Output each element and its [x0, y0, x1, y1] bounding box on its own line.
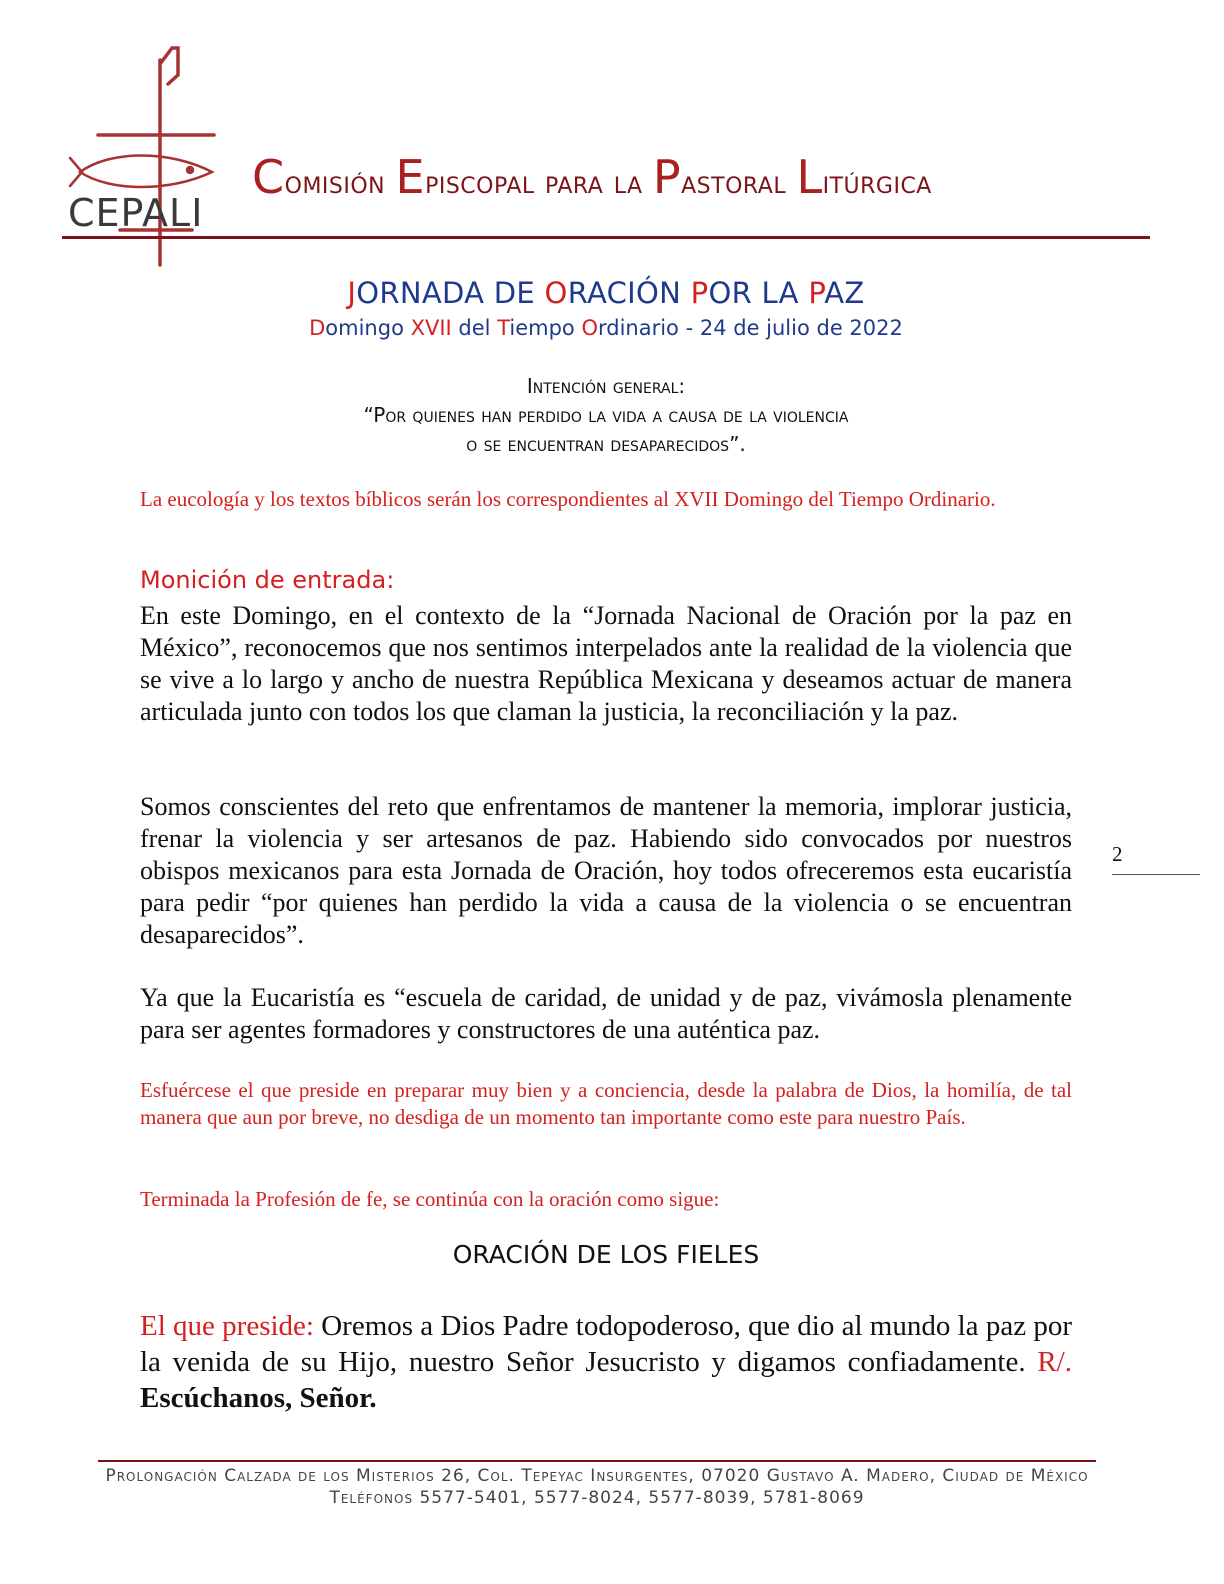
domingo-initial: O	[581, 316, 598, 340]
page-number: 2	[1112, 842, 1123, 866]
jornada-heading	[140, 276, 1072, 310]
domingo-initial: T	[497, 316, 510, 340]
oracion-title: ORACIÓN DE LOS FIELES	[452, 1240, 760, 1269]
title-rest-4: itúrgica	[822, 165, 932, 201]
jornada-part: OR LA	[708, 276, 809, 310]
response-text: Escúchanos, Señor.	[140, 1382, 377, 1414]
title-rest-1: omisión	[284, 165, 396, 201]
page-number-rule	[1112, 874, 1200, 875]
intencion-line-2: o se encuentran desaparecidos”.	[466, 432, 746, 456]
preside-text: Oremos a Dios Padre todopoderoso, que dio al mundo la paz por la venida de su Hijo, nuestro Señor Jesucristo y digamos confiadamente.	[140, 1310, 1072, 1378]
footer-phones: Teléfonos 5577-5401, 5577-8024, 5577-8039, 5781-8069	[329, 1488, 865, 1508]
jornada-initial: P	[690, 276, 709, 310]
monicion-paragraph-1: En este Domingo, en el contexto de la “Jornada Nacional de Oración por la paz en México”, reconocemos que nos sentimos interpelados ante la realidad de la violencia que se vive a lo largo y ancho de nuestra República Mexicana y deseamos actuar de manera articulada junto con todos los que claman la justicia, la reconciliación y la paz.	[140, 601, 1072, 726]
monicion-paragraph-3: Ya que la Eucaristía es “escuela de caridad, de unidad y de paz, vivámosla plenamente para ser agentes formadores y constructores de una auténtica paz.	[140, 983, 1072, 1044]
title-cap-2: E	[395, 150, 426, 204]
title-cap-3: P	[652, 150, 682, 204]
profesion-note: Terminada la Profesión de fe, se continúa con la oración como sigue:	[140, 1187, 720, 1211]
homilia-note: Esfuércese el que preside en preparar muy bien y a conciencia, desde la palabra de Dios, la homilía, de tal manera que aun por breve, no desdiga de un momento tan importante como este para nuestro País.	[140, 1078, 1072, 1129]
monicion-heading: Monición de entrada:	[140, 566, 395, 594]
jornada-initial: J	[347, 276, 357, 310]
title-rest-3: astoral	[681, 165, 797, 201]
preside-paragraph	[140, 1308, 1072, 1416]
intencion-line-1: “Por quienes han perdido la vida a causa de la violencia	[363, 403, 849, 427]
domingo-initial: XVII	[410, 316, 452, 340]
jornada-part: RACIÓN	[567, 276, 691, 310]
header-divider	[62, 236, 1150, 239]
jornada-initial: O	[544, 276, 568, 310]
monicion-paragraph-2: Somos conscientes del reto que enfrentamos de mantener la memoria, implorar justicia, frenar la violencia y ser artesanos de paz. Habiendo sido convocados por nuestros obispos mexicanos para esta Jornada de Oración, hoy todos ofreceremos esta eucaristía para pedir “por quienes han perdido la vida a causa de la violencia o se encuentran desaparecidos”.	[140, 792, 1072, 949]
footer-address: Prolongación Calzada de los Misterios 26, Col. Tepeyac Insurgentes, 07020 Gustavo A. Madero, Ciudad de México	[105, 1466, 1089, 1486]
header-title	[252, 150, 1152, 204]
title-cap-4: L	[796, 150, 823, 204]
intencion-label: Intención general:	[526, 374, 686, 398]
title-rest-2: piscopal para la	[425, 165, 653, 201]
domingo-part: del	[451, 316, 498, 340]
title-cap-1: C	[252, 150, 285, 204]
domingo-subheading	[140, 316, 1072, 340]
eucologia-note: La eucología y los textos bíblicos serán los correspondientes al XVII Domingo del Tiempo Ordinario.	[140, 487, 996, 511]
domingo-initial: D	[309, 316, 326, 340]
jornada-part: AZ	[824, 276, 865, 310]
preside-label: El que preside:	[140, 1310, 314, 1342]
jornada-part: ORNADA DE	[356, 276, 545, 310]
domingo-part: iempo	[509, 316, 582, 340]
domingo-part: omingo	[325, 316, 411, 340]
response-label: R/.	[1037, 1346, 1072, 1378]
jornada-initial: P	[808, 276, 825, 310]
footer-divider	[98, 1460, 1096, 1462]
logo-text: CEPALI	[68, 191, 204, 235]
domingo-part: rdinario - 24 de julio de 2022	[597, 316, 903, 340]
intencion-general	[140, 372, 1072, 459]
